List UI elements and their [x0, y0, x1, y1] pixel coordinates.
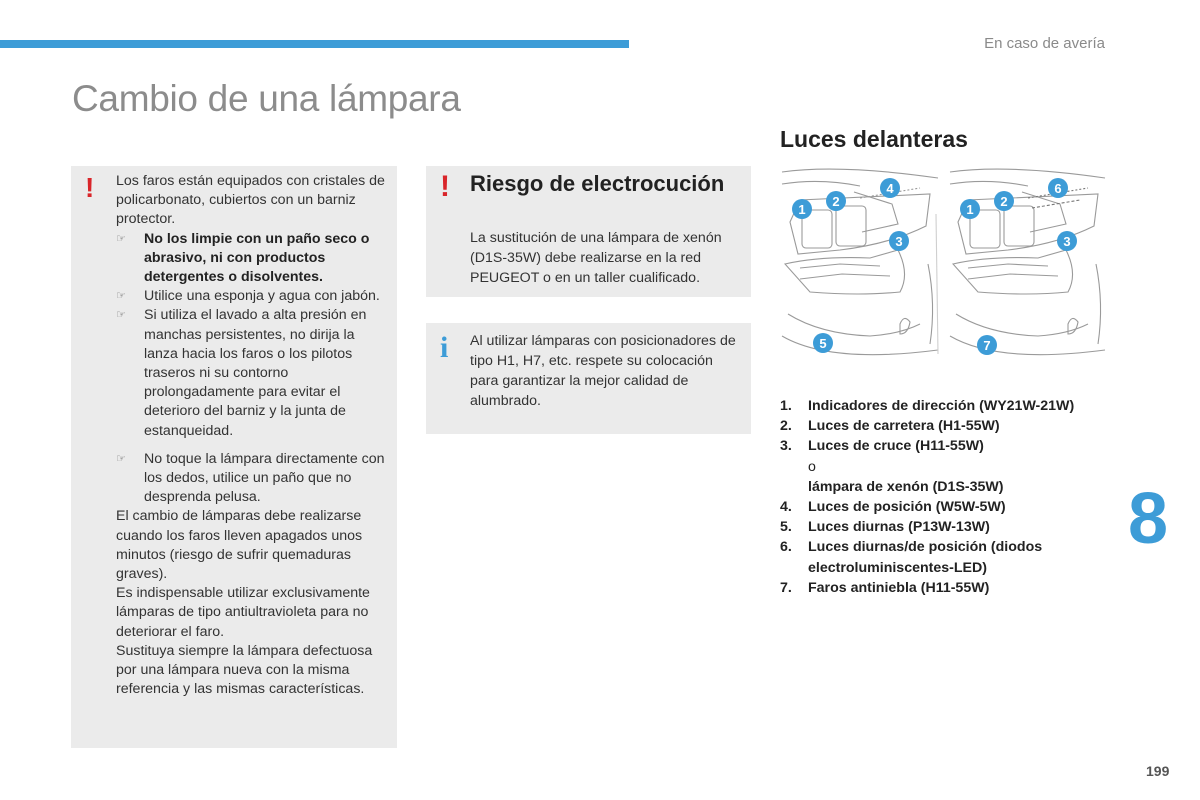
section-label: En caso de avería: [984, 35, 1105, 52]
warning-exclamation-icon: !: [85, 172, 95, 203]
warning-exclamation-icon: !: [440, 170, 450, 203]
headlight-illustration-right: [950, 169, 1105, 355]
legend-text-group: [808, 436, 1120, 497]
bullet-text: Utilice una esponja y agua con jabón.: [144, 288, 380, 305]
legend-text: Luces de carretera (H1-55W): [808, 418, 1000, 435]
legend-text: Luces diurnas (P13W-13W): [808, 519, 990, 536]
headlight-illustration-left: [782, 169, 938, 355]
marker-label: 3: [1063, 234, 1071, 249]
warning-box-electrocution: [426, 166, 751, 297]
paragraph: Es indispensable utilizar exclusivamente lámparas de tipo antiultravioleta para no deteriorar el faro.: [116, 585, 370, 640]
marker-label: 2: [832, 194, 840, 209]
chapter-number: 8: [1128, 479, 1169, 559]
front-lights-heading: Luces delanteras: [780, 126, 968, 152]
legend-item: [780, 537, 1120, 577]
bulb-legend: [780, 396, 1120, 598]
paragraph: Sustituya siempre la lámpara defectuosa por una lámpara nueva con la misma referencia y las mismas características.: [116, 642, 373, 698]
legend-number: 2.: [780, 418, 792, 435]
legend-text: Faros antiniebla (H11-55W): [808, 579, 990, 596]
marker-label: 1: [798, 202, 806, 217]
diagram-marker-left-3: [889, 231, 909, 251]
legend-number: 4.: [780, 499, 792, 516]
electrocution-text: La sustitución de una lámpara de xenón (D1S-35W) debe realizarse en la red PEUGEOT o en un taller cualificado.: [470, 230, 722, 286]
marker-label: 5: [819, 336, 827, 351]
info-box-positioners: [426, 323, 751, 434]
marker-label: 1: [966, 202, 974, 217]
bullet-text: No los limpie con un paño seco o abrasivo, ni con productos detergentes o disolventes.: [144, 230, 370, 286]
diagram-marker-right-2: [994, 191, 1014, 211]
legend-text: Luces diurnas/de posición (diodos electroluminiscentes-LED): [808, 539, 1043, 576]
legend-item: [780, 578, 1120, 598]
warning-box-cleaning: [71, 166, 397, 748]
bullet-text: No toque la lámpara directamente con los dedos, utilice un paño que no desprenda pelusa.: [144, 450, 385, 506]
marker-label: 7: [983, 338, 991, 353]
intro-text: Los faros están equipados con cristales de policarbonato, cubiertos con un barniz protector.: [116, 173, 385, 228]
legend-or: o: [808, 458, 816, 475]
headlight-diagram: [780, 164, 1107, 374]
diagram-marker-right-3: [1057, 231, 1077, 251]
legend-text: Indicadores de dirección (WY21W-21W): [808, 398, 1075, 414]
pointing-finger-icon: ☞: [116, 309, 126, 322]
marker-label: 6: [1054, 181, 1062, 196]
diagram-marker-left-2: [826, 191, 846, 211]
legend-text: Luces de posición (W5W-5W): [808, 499, 1006, 516]
page-title: Cambio de una lámpara: [72, 78, 461, 119]
bullet-text: Si utiliza el lavado a alta presión en manchas persistentes, no dirija la lanza hacia los faros o los pilotos traseros ni su contorno prolongadamente para evitar el deterioro del barniz y la junta de estanqueidad.: [144, 307, 367, 439]
diagram-marker-left-4: [880, 178, 900, 198]
diagram-marker-right-1: [960, 199, 980, 219]
legend-text: Luces de cruce (H11-55W): [808, 438, 984, 455]
pointing-finger-icon: ☞: [116, 232, 126, 245]
legend-item: [780, 497, 1120, 517]
marker-label: 4: [886, 181, 894, 196]
legend-number: 7.: [780, 579, 792, 596]
info-text: Al utilizar lámparas con posicionadores de tipo H1, H7, etc. respete su colocación para garantizar la mejor calidad de alumbrado.: [470, 333, 736, 409]
legend-number: 1.: [780, 398, 792, 414]
diagram-marker-left-1: [792, 199, 812, 219]
bullet-item: [116, 287, 390, 306]
legend-number: 3.: [780, 438, 792, 455]
warning-box-content: [116, 172, 390, 699]
paragraph: El cambio de lámparas debe realizarse cuando los faros lleven apagados unos minutos (riesgo de sufrir quemaduras graves).: [116, 508, 363, 583]
legend-item: [780, 436, 1120, 497]
diagram-marker-left-5: [813, 333, 833, 353]
diagram-marker-right-6: [1048, 178, 1068, 198]
marker-label: 3: [895, 234, 903, 249]
marker-label: 2: [1000, 194, 1008, 209]
pointing-finger-icon: ☞: [116, 452, 126, 465]
bullet-item: [116, 230, 390, 288]
bullet-item: [116, 306, 390, 440]
legend-number: 5.: [780, 519, 792, 536]
legend-item: [780, 396, 1120, 416]
page-number: 199: [1146, 763, 1170, 779]
legend-item: [780, 416, 1120, 436]
bullet-item: [116, 450, 390, 508]
legend-item: [780, 517, 1120, 537]
legend-number: 6.: [780, 539, 792, 556]
legend-text-alt: lámpara de xenón (D1S-35W): [808, 478, 1004, 495]
electrocution-title: Riesgo de electrocución: [470, 171, 725, 196]
header-accent-bar: [0, 40, 629, 48]
pointing-finger-icon: ☞: [116, 290, 126, 303]
info-icon: i: [440, 331, 449, 364]
diagram-marker-right-7: [977, 335, 997, 355]
